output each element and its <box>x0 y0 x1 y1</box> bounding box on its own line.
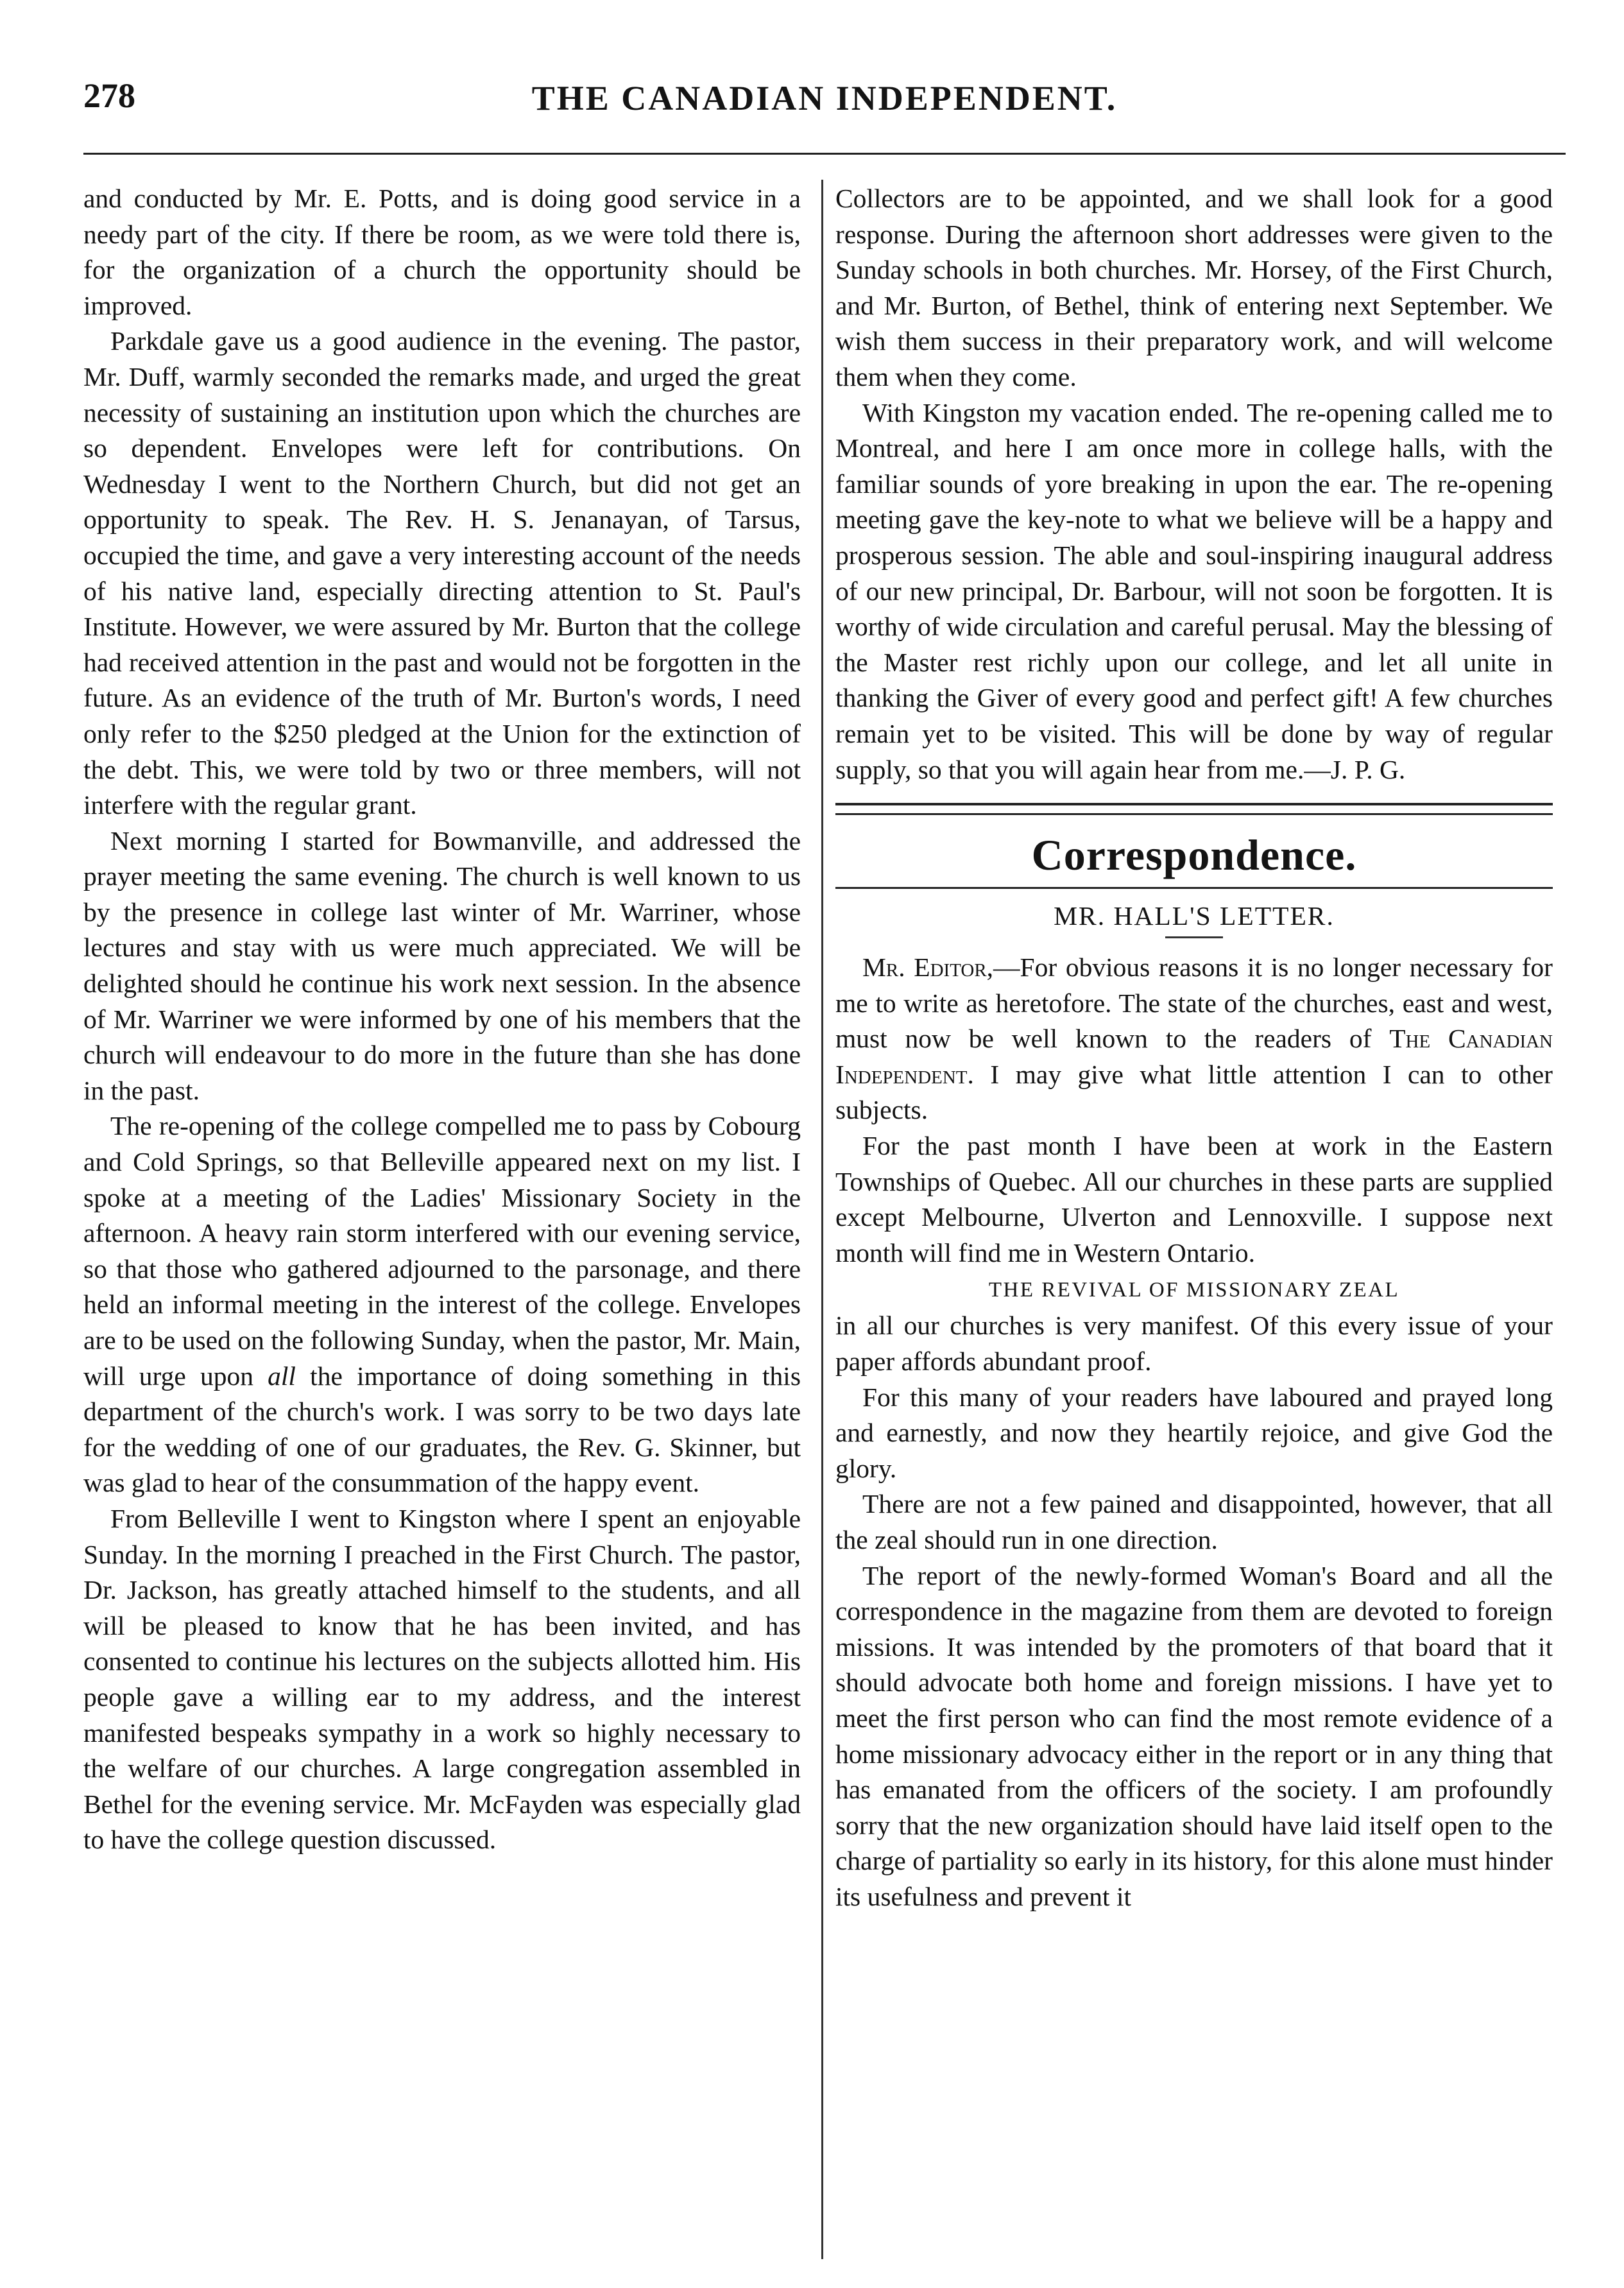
page-header <box>83 76 1566 127</box>
paragraph: There are not a few pained and disappointed, however, that all the zeal should run in one direction. <box>835 1489 1553 1554</box>
right-column <box>835 181 1553 1915</box>
paragraph: From Belleville I went to Kingston where I spent an enjoyable Sunday. In the morning I preached in the First Church. The pastor, Dr. Jackson, has greatly attached himself to the students, and all will be pleased to know that he has been invited, and has consented to continue his lectures on the subjects allotted him. His people gave a willing ear to my address, and the interest manifested bespeaks sympathy in a work so highly necessary to the welfare of our churches. A large congregation assembled in Bethel for the evening service. Mr. McFayden was especially glad to have the college question discussed. <box>83 1503 801 1855</box>
salutation: Mr. Editor, <box>862 952 994 983</box>
letter-title: MR. HALL'S LETTER. <box>1054 901 1335 931</box>
paragraph: Parkdale gave us a good audience in the evening. The pastor, Mr. Duff, warmly seconded the remarks made, and urged the great necessity of sustaining an institution upon which the churches are so dependent. Envelopes were left for contributions. On Wednesday I went to the Northern Church, but did not get an opportunity to speak. The Rev. H. S. Jenanayan, of Tarsus, occupied the time, and gave a very interesting account of the needs of his native land, especially directing attention to St. Paul's Institute. However, we were assured by Mr. Burton that the college had received attention in the past and would not be forgotten in the future. As an evidence of the truth of Mr. Burton's words, I need only refer to the $250 pledged at the Union for the extinction of the debt. This, we were told by two or three members, will not interfere with the regular grant. <box>83 326 801 820</box>
section-divider <box>835 803 1553 815</box>
paragraph <box>835 950 1553 1128</box>
paragraph: For this many of your readers have laboured and prayed long and earnestly, and now they heartily rejoice, and give God the glory. <box>835 1382 1553 1483</box>
paragraph <box>83 1108 801 1501</box>
section-rule <box>835 887 1553 889</box>
paragraph-text: The re-opening of the college compelled me to pass by Cobourg and Cold Springs, so that Belleville appeared next on my list. I spoke at a meeting of the Ladies' Missionary Society in the afternoon. A heavy rain storm interfered with our evening service, so that those who gathered adjourned to the parsonage, and there held an informal meeting in the interest of the college. Envelopes are to be used on the following Sunday, when the pastor, Mr. Main, will urge upon <box>83 1111 801 1391</box>
short-rule <box>1165 936 1223 938</box>
paragraph: The report of the newly-formed Woman's Board and all the correspondence in the magazine from them are devoted to foreign missions. It was intended by the promoters of that board that it should advocate both home and foreign missions. I have yet to meet the first person who can find the most remote evidence of a home missionary advocacy either in the report or in any thing that has emanated from the officers of the society. I am profoundly sorry that the new organization should have laid itself open to the charge of partiality so early in its history, for this alone must hinder its usefulness and prevent it <box>835 1560 1553 1911</box>
header-rule <box>83 153 1566 155</box>
column-divider <box>821 180 823 2259</box>
newspaper-name: The Canadian Independent. <box>835 1024 1553 1089</box>
subheading: THE REVIVAL OF MISSIONARY ZEAL <box>988 1278 1400 1302</box>
left-column <box>83 181 801 1858</box>
section-title: Correspondence. <box>1031 830 1357 880</box>
paragraph: in all our churches is very manifest. Of this every issue of your paper affords abundant proof. <box>835 1311 1553 1377</box>
page-number: 278 <box>83 76 135 115</box>
paragraph: Next morning I started for Bowmanville, and addressed the prayer meeting the same evening. The church is well known to us by the presence in college last winter of Mr. Warriner, whose lectures and stay with us were much appreciated. We will be delighted should he continue his work next session. In the absence of Mr. Warriner we were informed by one of his members that the church will endeavour to do more in the future than she has done in the past. <box>83 825 801 1105</box>
paragraph-text: the importance of doing something in this department of the church's work. I was sorry to be two days late for the wedding of one of our graduates, the Rev. G. Skinner, but was glad to hear of the consummation of the happy event. <box>83 1361 801 1498</box>
paragraph: With Kingston my vacation ended. The re-opening called me to Montreal, and here I am once more in college halls, with the familiar sounds of yore breaking in upon the ear. The re-opening meeting gave the key-note to what we believe will be a happy and prosperous session. The able and soul-inspiring inaugural address of our new principal, Dr. Barbour, will not soon be forgotten. It is worthy of wide circulation and careful perusal. May the blessing of the Master rest richly upon our college, and let all unite in thanking the Giver of every good and perfect gift! A few churches remain yet to be visited. This will be done by way of regular supply, so that you will again hear from me.—J. P. G. <box>835 397 1553 784</box>
paragraph-text: —For obvious reasons it is no longer necessary for me to write as heretofore. The state of the churches, east and west, must now be well known to the readers of <box>835 952 1553 1054</box>
paragraph-text: I may give what little attention I can to other subjects. <box>835 1059 1553 1125</box>
emphasis: all <box>268 1361 296 1391</box>
running-title: THE CANADIAN INDEPENDENT. <box>531 79 1118 117</box>
paragraph: For the past month I have been at work in the Eastern Townships of Quebec. All our churches in these parts are supplied except Melbourne, Ulverton and Lennoxville. I suppose next month will find me in Western Ontario. <box>835 1131 1553 1268</box>
paragraph: Collectors are to be appointed, and we shall look for a good response. During the afternoon short addresses were given to the Sunday schools in both churches. Mr. Horsey, of the First Church, and Mr. Burton, of Bethel, think of entering next September. We wish them success in their preparatory work, and will welcome them when they come. <box>835 184 1553 391</box>
paragraph: and conducted by Mr. E. Potts, and is doing good service in a needy part of the city. If there be room, as we were told there is, for the organization of a church the opportunity should be improved. <box>83 184 801 320</box>
